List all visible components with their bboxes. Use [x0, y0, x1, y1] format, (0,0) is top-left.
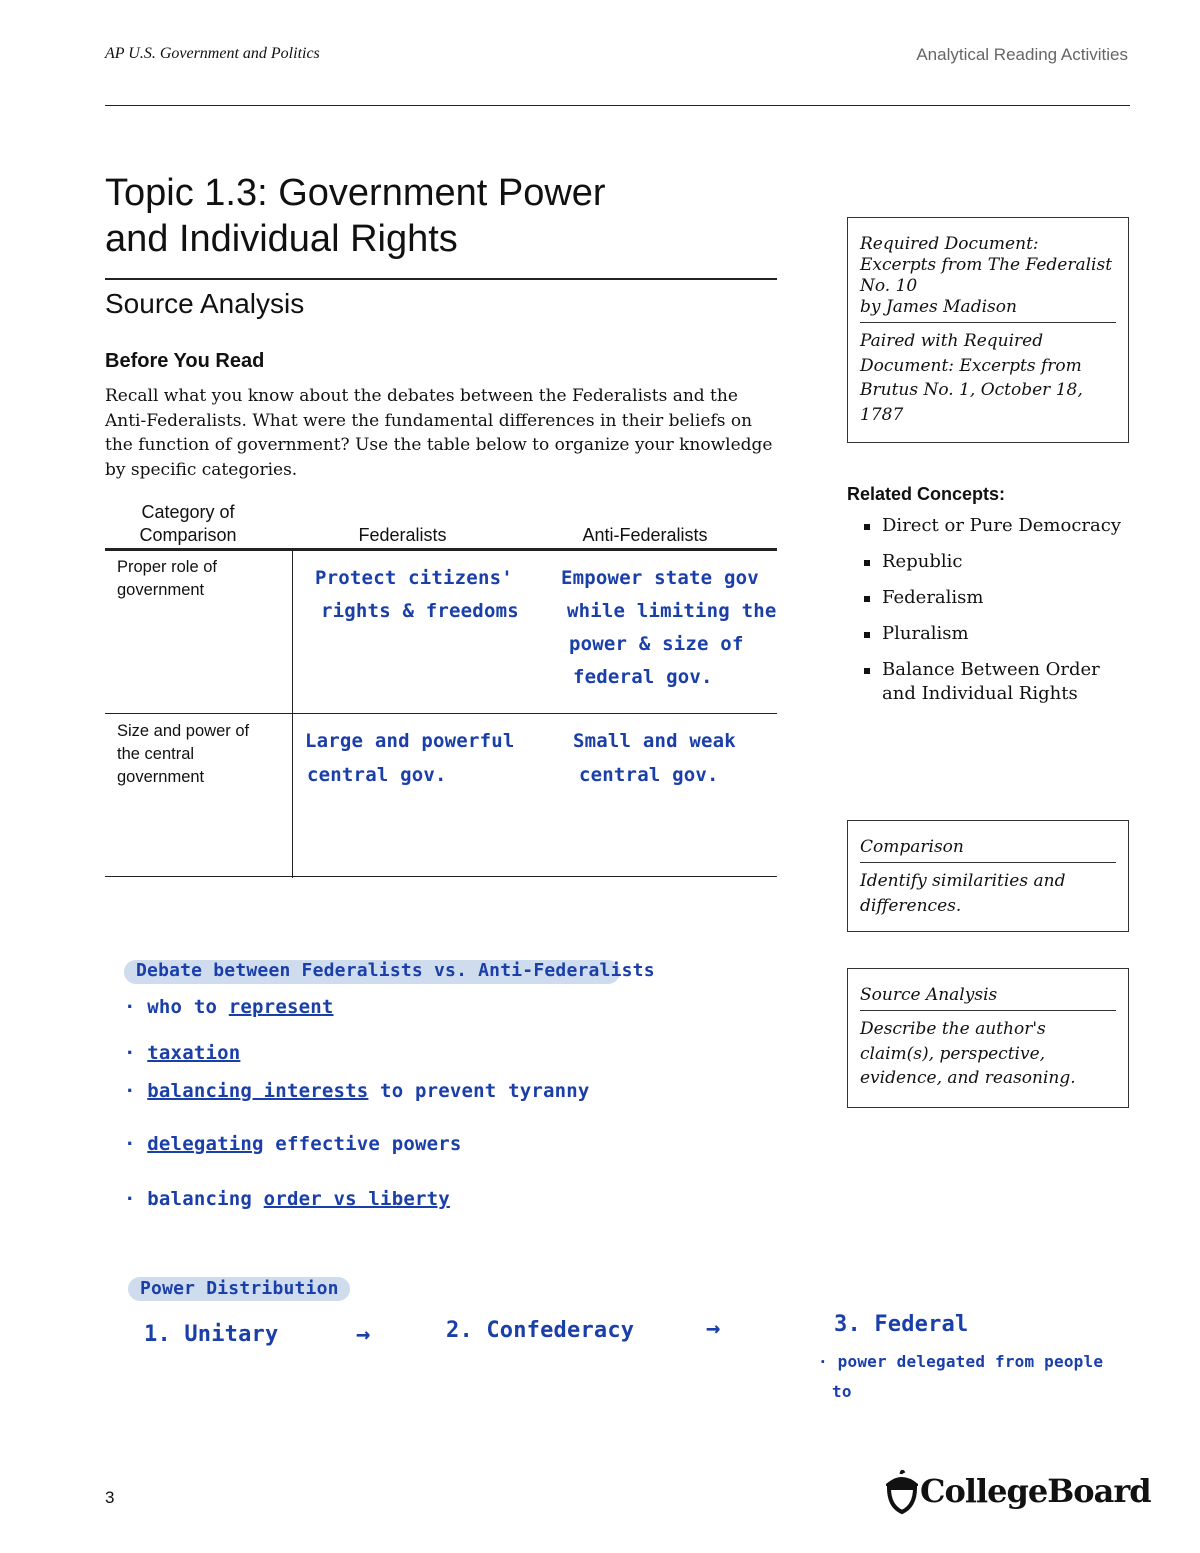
table-header-federalists: Federalists: [358, 525, 447, 545]
collegeboard-logo: [880, 1470, 1151, 1518]
comparison-table: [105, 498, 777, 880]
page-title-line2: and Individual Rights: [105, 218, 458, 260]
notes-stage-confederacy: 2. Confederacy: [446, 1318, 635, 1343]
source-analysis-box-text: Describe the author's claim(s), perspective, evidence, and reasoning.: [860, 1019, 1076, 1088]
handwritten-line: central gov.: [579, 764, 719, 786]
table-row-rule: [105, 713, 777, 714]
table-header-category: Category of Comparison: [139, 502, 237, 545]
header-divider: [105, 105, 1130, 106]
table-row-1-category: Proper role of government: [117, 558, 217, 599]
comparison-box-text: Identify similarities and differences.: [860, 871, 1066, 916]
handwritten-line: Protect citizens': [315, 567, 513, 589]
bullet-icon: [864, 632, 870, 638]
notes-debate-item: · balancing order vs liberty: [124, 1188, 450, 1210]
notes-stage-unitary: 1. Unitary: [144, 1322, 279, 1347]
list-item: Federalism: [862, 586, 1122, 610]
required-document-box: [847, 217, 1129, 443]
handwritten-line: Small and weak: [573, 730, 736, 752]
table-row-2-anti-federalists: [573, 724, 736, 792]
header-activity-type: Analytical Reading Activities: [916, 45, 1128, 64]
logo-wordmark: CollegeBoard: [920, 1472, 1151, 1510]
handwritten-line: Empower state gov: [561, 567, 759, 589]
handwritten-line: Large and powerful: [305, 730, 515, 752]
arrow-icon: →: [356, 1320, 371, 1348]
list-item: Pluralism: [862, 622, 1122, 646]
notes-debate-item: · delegating effective powers: [124, 1133, 462, 1155]
notes-federal-detail-continued: to: [832, 1382, 852, 1401]
before-you-read-text: Recall what you know about the debates between the Federalists and the Anti-Federalists. What were the fundamental differences in their beliefs on the function of government? Use the table below to organize your knowledge by specific categories.: [105, 386, 773, 480]
page-title-line1: Topic 1.3: Government Power: [105, 172, 606, 214]
arrow-icon: →: [706, 1314, 721, 1342]
list-item: Balance Between Order and Individual Rights: [862, 658, 1122, 706]
notes-debate-item: · taxation: [124, 1042, 241, 1064]
table-header-rule: [105, 548, 777, 551]
source-analysis-box: [847, 968, 1129, 1108]
notes-debate-heading: Debate between Federalists vs. Anti-Federalists: [136, 960, 655, 981]
box-divider: [860, 862, 1116, 863]
bullet-icon: [864, 560, 870, 566]
table-bottom-rule: [105, 876, 777, 877]
table-header-anti-federalists: Anti-Federalists: [582, 525, 708, 545]
box-divider: [860, 1010, 1116, 1011]
required-document-number: No. 10: [860, 276, 918, 296]
notes-debate-item: · balancing interests to prevent tyranny: [124, 1080, 590, 1102]
related-concepts-heading: Related Concepts:: [847, 484, 1006, 504]
handwritten-line: rights & freedoms: [321, 600, 519, 622]
table-row-1-anti-federalists: [561, 562, 777, 694]
handwritten-line: central gov.: [307, 764, 447, 786]
page-number: 3: [105, 1488, 115, 1507]
list-item: Direct or Pure Democracy: [862, 514, 1122, 538]
acorn-icon: [880, 1470, 924, 1516]
bullet-icon: [864, 524, 870, 530]
before-you-read-heading: Before You Read: [105, 350, 265, 372]
notes-debate-item: · who to represent: [124, 996, 334, 1018]
table-row-2-category: Size and power of the central government: [117, 722, 250, 786]
comparison-box-title: Comparison: [860, 837, 964, 857]
table-column-divider: [292, 550, 293, 878]
source-analysis-box-title: Source Analysis: [860, 985, 998, 1005]
handwritten-line: while limiting the: [567, 600, 777, 622]
comparison-box: [847, 820, 1129, 932]
notes-power-heading: Power Distribution: [140, 1278, 339, 1299]
section-subtitle: Source Analysis: [105, 288, 305, 319]
page-title: [105, 170, 785, 262]
required-document-author: by James Madison: [860, 297, 1017, 317]
box-divider: [860, 322, 1116, 323]
notes-stage-federal: 3. Federal: [834, 1312, 969, 1337]
handwritten-line: federal gov.: [573, 666, 713, 688]
handwritten-line: power & size of: [569, 633, 744, 655]
bullet-icon: [864, 668, 870, 674]
list-item: Republic: [862, 550, 1122, 574]
table-row-2-federalists: [305, 724, 515, 792]
header-course-title: AP U.S. Government and Politics: [105, 45, 320, 62]
notes-federal-detail: · power delegated from people: [818, 1352, 1104, 1371]
title-divider: [105, 278, 777, 280]
bullet-icon: [864, 596, 870, 602]
required-document-title: Excerpts from The Federalist: [860, 255, 1113, 275]
table-row-1-federalists: [315, 562, 519, 628]
required-document-label: Required Document:: [860, 234, 1039, 254]
related-concepts-list: [862, 514, 1122, 718]
paired-document: Paired with Required Document: Excerpts from Brutus No. 1, October 18, 1787: [860, 331, 1083, 425]
